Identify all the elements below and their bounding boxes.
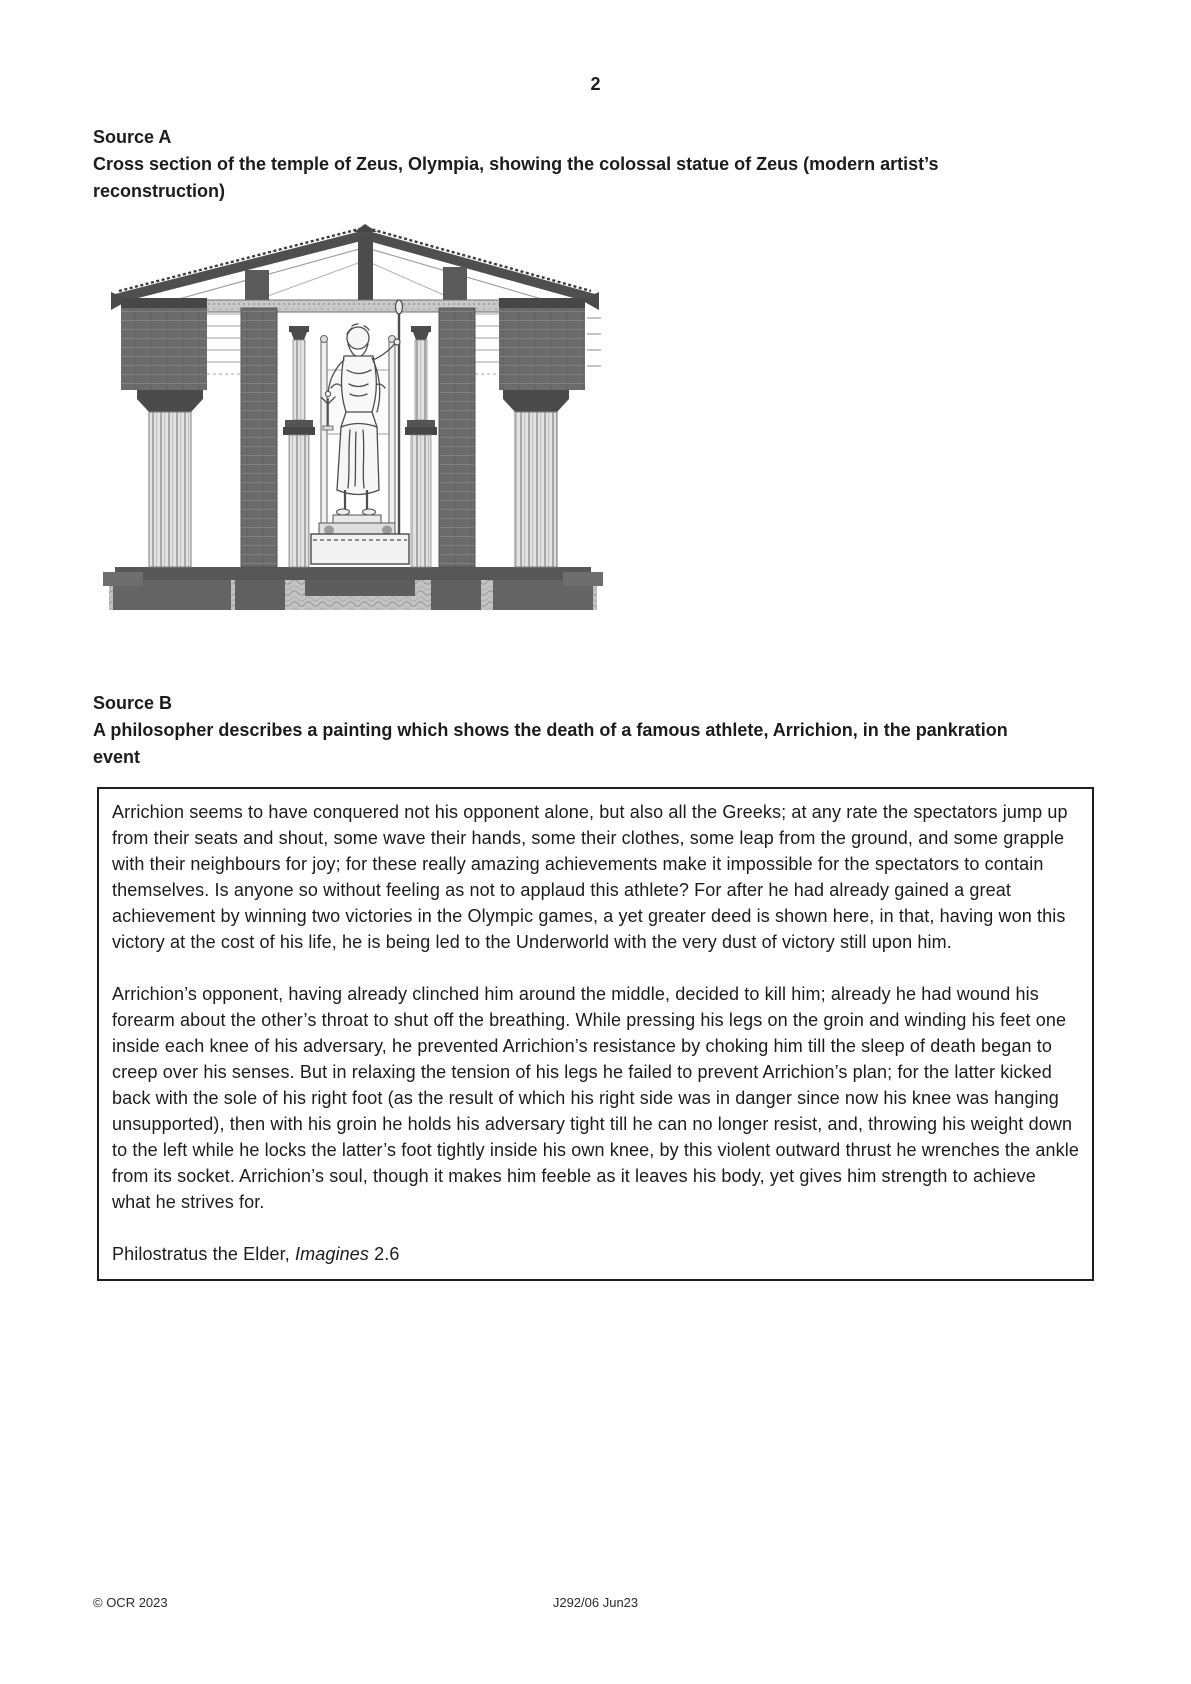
temple-engraving-svg xyxy=(95,222,610,614)
right-inner-column xyxy=(411,435,431,567)
left-inner-column xyxy=(289,435,309,567)
attribution-author: Philostratus the Elder, xyxy=(112,1244,295,1264)
copyright-notice: © OCR 2023 xyxy=(93,1595,168,1610)
source-a-label: Source A xyxy=(93,127,172,147)
stylobate xyxy=(115,567,591,580)
right-outer-column xyxy=(515,412,557,567)
right-entablature xyxy=(499,298,585,390)
roof-left xyxy=(115,230,365,304)
left-entablature xyxy=(121,298,207,390)
paper-reference: J292/06 Jun23 xyxy=(552,1595,639,1610)
quote-attribution xyxy=(112,1241,1079,1267)
left-outer-column xyxy=(149,412,191,567)
source-a-title: Cross section of the temple of Zeus, Olympia, showing the colossal statue of Zeus (modern artist’s reconstruction) xyxy=(93,154,939,201)
page-number: 2 xyxy=(590,74,601,94)
attribution-reference: 2.6 xyxy=(368,1244,400,1264)
right-cella-wall xyxy=(439,308,475,567)
left-cella-wall xyxy=(241,308,277,567)
zeus-statue xyxy=(311,300,409,564)
source-a-section xyxy=(93,124,1038,205)
source-b-section xyxy=(93,690,1033,771)
roof-right xyxy=(365,230,595,304)
quote-paragraph-1: Arrichion seems to have conquered not his opponent alone, but also all the Greeks; at any rate the spectators jump up from their seats and shout, some wave their hands, some their clothes, some leap from the ground, and some grapple with their neighbours for joy; for these really amazing achievements make it impossible for the spectators to contain themselves. Is anyone so without feeling as not to applaud this athlete? For after he had already gained a great achievement by winning two victories in the Olympic games, a yet greater deed is shown here, in that, having won this victory at the cost of his life, he is being led to the Underworld with the very dust of victory still upon him. xyxy=(112,802,1068,952)
attribution-work-title: Imagines xyxy=(294,1244,369,1264)
source-b-quote-box xyxy=(97,787,1094,1281)
source-b-label: Source B xyxy=(93,693,173,713)
source-b-title: A philosopher describes a painting which shows the death of a famous athlete, Arrichion, in the pankration event xyxy=(93,720,1008,767)
ceiling-beam xyxy=(150,300,556,312)
statue-pedestal xyxy=(311,534,409,564)
quote-paragraph-2: Arrichion’s opponent, having already clinched him around the middle, decided to kill him; already he had wound his forearm about the other’s throat to shut off the breathing. While pressing his legs on the groin and winding his feet one inside each knee of his adversary, he prevented Arrichion’s resistance by choking him till the sleep of death began to creep over his senses. But in relaxing the tension of his legs he failed to prevent Arrichion’s plan; for the latter kicked back with the sole of his right foot (as the result of which his right side was in danger since now his knee was hanging unsupported), then with his groin he holds his adversary tight till he can no longer resist, and, throwing his weight down to the left while he locks the latter’s foot tightly inside his own knee, by this violent outward thrust he wrenches the ankle from its socket. Arrichion’s soul, though it makes him feeble as it leaves his body, yet gives him strength to achieve what he strives for. xyxy=(112,984,1079,1212)
temple-cross-section-image xyxy=(95,222,610,614)
